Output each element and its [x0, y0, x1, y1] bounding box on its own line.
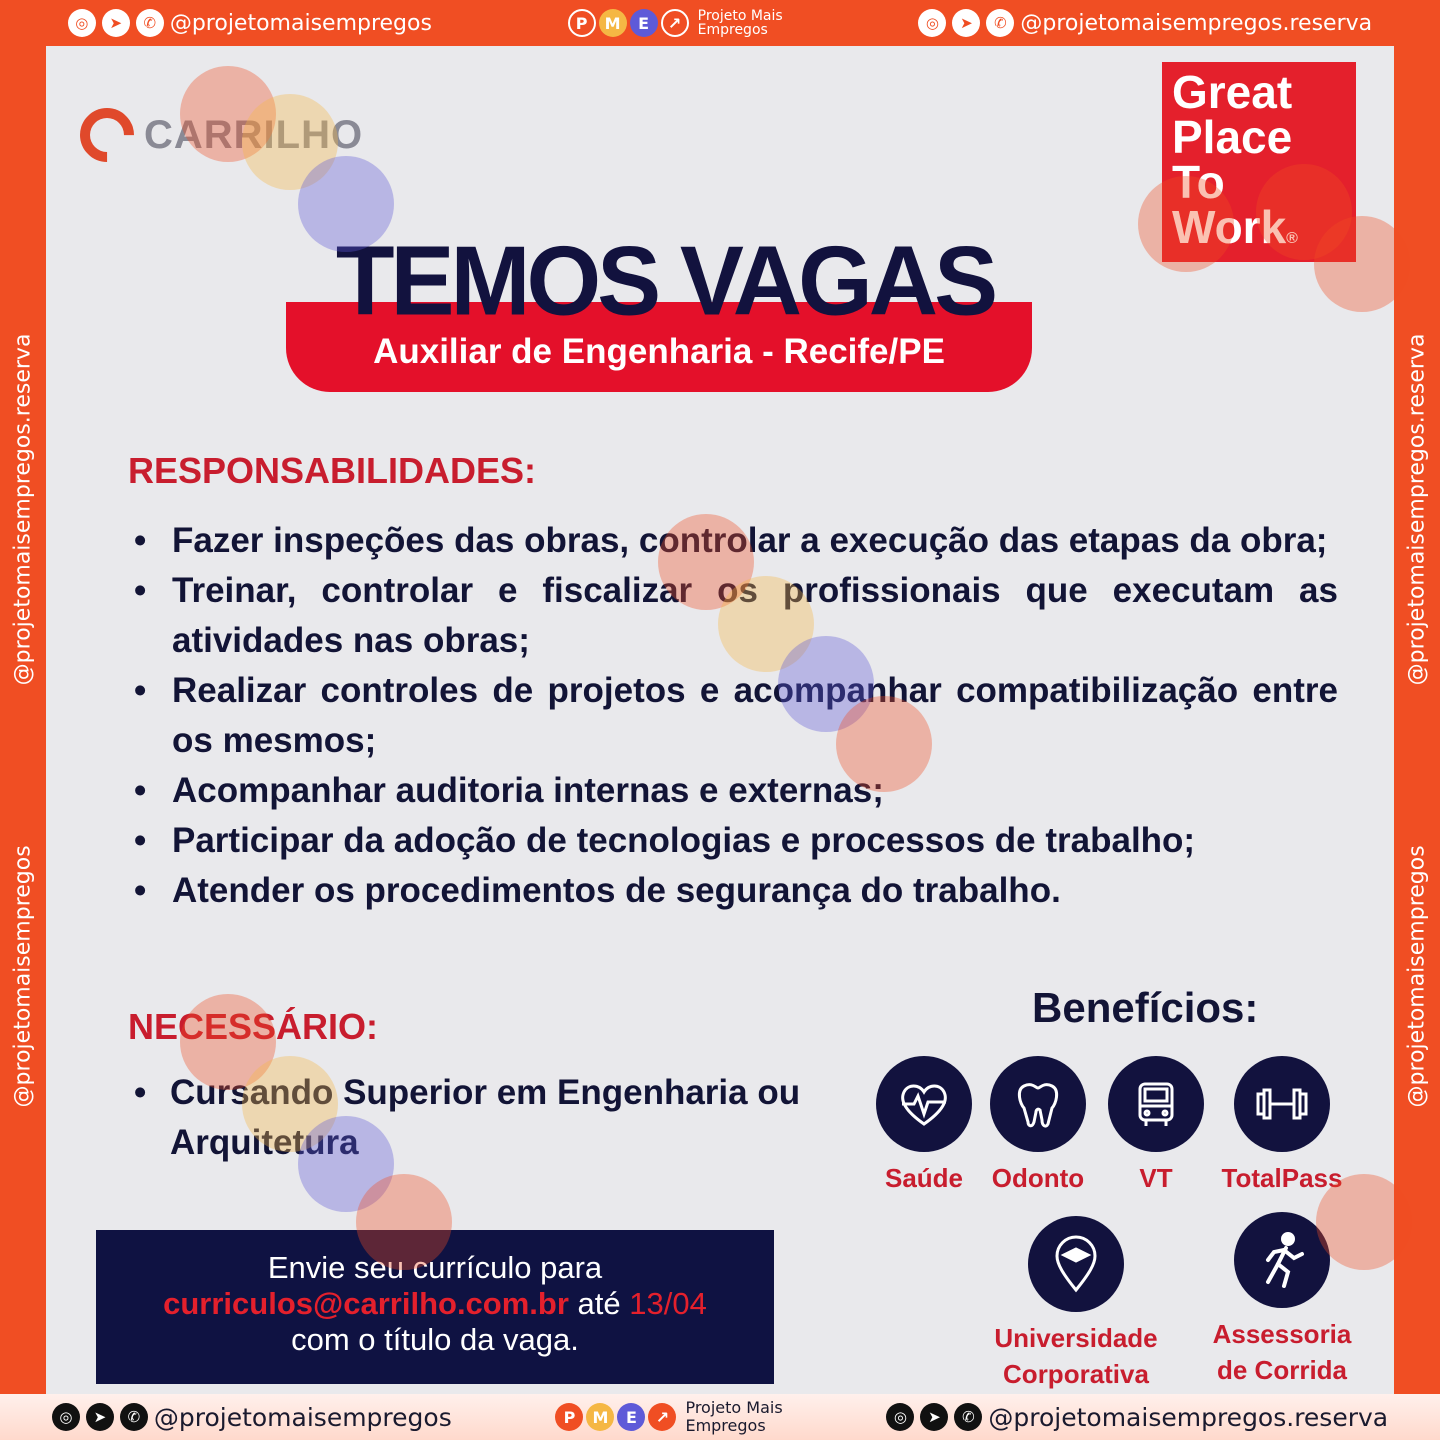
graduation-pin-icon [1028, 1216, 1124, 1312]
benefit-vt [1108, 1056, 1204, 1196]
benefit-odonto [990, 1056, 1086, 1196]
benefit-label: VT [1139, 1163, 1173, 1193]
pme-letter: P [568, 9, 596, 37]
list-item: • Treinar, controlar e fiscalizar os profissionais que executam as atividades nas obras; [128, 566, 1338, 666]
watermark-icon [1316, 1174, 1412, 1270]
social-handle-reserva[interactable] [918, 9, 1372, 37]
handle-text: @projetomaisempregos.reserva [1404, 333, 1430, 685]
instagram-icon: ◎ [886, 1403, 914, 1431]
social-handle-main[interactable] [52, 1403, 452, 1432]
pme-letter: E [630, 9, 658, 37]
instagram-icon: ◎ [68, 9, 96, 37]
heart-pulse-icon [876, 1056, 972, 1152]
cta-until: até [577, 1286, 621, 1321]
headline: TEMOS VAGAS [335, 226, 995, 337]
benefit-label: Saúde [884, 1163, 964, 1193]
whatsapp-icon: ✆ [136, 9, 164, 37]
dumbbell-icon [1234, 1056, 1330, 1152]
telegram-icon: ➤ [920, 1403, 948, 1431]
watermark-icon [836, 696, 932, 792]
badge-line: To [1172, 156, 1225, 208]
top-frame-bar [0, 0, 1440, 46]
list-item: • Realizar controles de projetos e acompanhar compatibilização entre os mesmos; [128, 666, 1338, 766]
handle-text: @projetomaisempregos [169, 10, 432, 36]
benefit-saude [876, 1056, 972, 1196]
handle-text: @projetomaisempregos [10, 844, 36, 1107]
benefit-totalpass [1212, 1056, 1352, 1196]
list-item: • Acompanhar auditoria internas e externas; [128, 766, 1338, 816]
list-item: • Participar da adoção de tecnologias e processos de trabalho; [128, 816, 1338, 866]
responsibilities-title: RESPONSABILIDADES: [128, 450, 537, 491]
cta-line: com o título da vaga. [291, 1322, 579, 1357]
company-name: CARRILHO [144, 112, 364, 157]
required-title: NECESSÁRIO: [128, 1006, 379, 1047]
social-handle-reserva[interactable] [886, 1403, 1388, 1432]
cta-line [96, 1286, 774, 1322]
deadline-date: 13/04 [629, 1286, 707, 1321]
benefit-label: Odonto [991, 1163, 1085, 1193]
list-item: • Atender os procedimentos de segurança do trabalho. [128, 866, 1338, 916]
handle-text: @projetomaisempregos [1404, 844, 1430, 1107]
benefit-label: Universidade [994, 1323, 1158, 1353]
benefit-label: TotalPass [1221, 1163, 1343, 1193]
handle-text: @projetomaisempregos.reserva [10, 333, 36, 685]
left-frame-bar [0, 46, 46, 1394]
list-item: • Cursando Superior em Engenharia ou Arquitetura [128, 1068, 868, 1168]
telegram-icon: ➤ [86, 1403, 114, 1431]
instagram-icon: ◎ [52, 1403, 80, 1431]
pme-letter: P [555, 1403, 583, 1431]
benefit-universidade [976, 1216, 1176, 1392]
list-item: • Fazer inspeções das obras, controlar a execução das etapas da obra; [128, 516, 1338, 566]
badge-line: Great [1172, 66, 1293, 118]
benefit-label: Corporativa [1003, 1359, 1149, 1389]
position-title: Auxiliar de Engenharia - Recife/PE [373, 332, 945, 371]
pme-logo [555, 1399, 782, 1435]
pme-label: Projeto Mais Empregos [697, 8, 783, 38]
pme-letter: M [586, 1403, 614, 1431]
pme-letter: M [599, 9, 627, 37]
job-post-card [46, 46, 1394, 1394]
watermark-icon [1314, 216, 1410, 312]
pme-label: Projeto Mais Empregos [685, 1398, 783, 1435]
arrow-icon: ↗ [648, 1403, 676, 1431]
bottom-frame-bar [0, 1394, 1440, 1440]
handle-text: @projetomaisempregos.reserva [1020, 10, 1373, 36]
email-link[interactable]: curriculos@carrilho.com.br [163, 1286, 569, 1321]
whatsapp-icon: ✆ [954, 1403, 982, 1431]
badge-line: Place [1172, 111, 1293, 163]
benefits-title: Benefícios: [1032, 984, 1259, 1031]
benefit-label: Assessoria [1212, 1319, 1352, 1349]
watermark-icon [1138, 176, 1234, 272]
tooth-icon [990, 1056, 1086, 1152]
pme-logo [568, 9, 783, 37]
badge-line: Work® [1172, 201, 1298, 253]
pme-letter: E [617, 1403, 645, 1431]
cta-line: Envie seu currículo para [267, 1250, 603, 1285]
telegram-icon: ➤ [102, 9, 130, 37]
arrow-icon: ↗ [661, 9, 689, 37]
telegram-icon: ➤ [952, 9, 980, 37]
instagram-icon: ◎ [918, 9, 946, 37]
benefit-label: de Corrida [1216, 1355, 1348, 1385]
bus-icon [1108, 1056, 1204, 1152]
watermark-icon [298, 156, 394, 252]
social-handle-main[interactable] [68, 9, 432, 37]
handle-text: @projetomaisempregos [153, 1402, 452, 1432]
whatsapp-icon: ✆ [120, 1403, 148, 1431]
carrilho-logo-icon [69, 97, 145, 173]
watermark-icon [356, 1174, 452, 1270]
whatsapp-icon: ✆ [986, 9, 1014, 37]
handle-text: @projetomaisempregos.reserva [988, 1402, 1389, 1432]
